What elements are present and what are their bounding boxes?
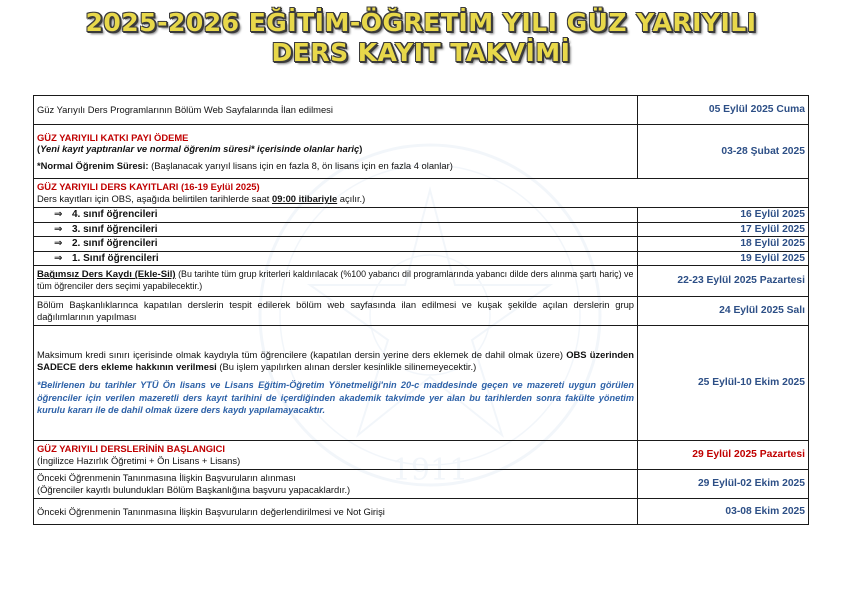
arrow-right-icon: ⇒ xyxy=(54,209,63,220)
date-cell: 25 Eylül-10 Ekim 2025 xyxy=(638,326,809,441)
class-group-cell: ⇒ 1. Sınıf öğrencileri xyxy=(34,251,638,266)
title-line-2: DERS KAYIT TAKVİMİ xyxy=(271,38,571,67)
date-cell: 18 Eylül 2025 xyxy=(638,237,809,252)
page-title xyxy=(0,8,842,68)
date-cell: 24 Eylül 2025 Salı xyxy=(638,297,809,326)
table-row xyxy=(34,499,809,525)
event-cell xyxy=(34,441,638,470)
date-cell: 22-23 Eylül 2025 Pazartesi xyxy=(638,266,809,297)
date-cell: 17 Eylül 2025 xyxy=(638,222,809,237)
event-heading: GÜZ YARIYILI DERSLERİNİN BAŞLANGICI xyxy=(37,443,226,455)
event-cell xyxy=(34,125,638,179)
event-cell: Güz Yarıyılı Ders Programlarının Bölüm Web Sayfalarında İlan edilmesi xyxy=(34,96,638,125)
event-subtitle: (Yeni kayıt yaptıranlar ve normal öğrenim süresi* içerisinde olanlar hariç) xyxy=(37,143,363,155)
table-row xyxy=(34,237,809,252)
event-description: Maksimum kredi sınırı içerisinde olmak kaydıyla tüm öğrencilere (kapatılan dersin yerine ders eklemek de dahil olmak üzere) OBS üzerinden SADECE ders ekleme hakkının verilmesi (Bu işlem yapılırken alınan dersler kesinlikle silinemeyecektir.) xyxy=(37,349,634,372)
table-row xyxy=(34,326,809,441)
table-row xyxy=(34,179,809,208)
date-cell: 29 Eylül 2025 Pazartesi xyxy=(638,441,809,470)
regulation-note: *Belirlenen bu tarihler YTÜ Ön lisans ve Lisans Eğitim-Öğretim Yönetmeliği'nin 20-c maddesinde geçen ve mazereti uygun görülen öğrenciler için verilen mazeretli ders kayıt tarihini de içerdiğinden akademik takvimde yer alan bu tarihlerden sonra fakülte yönetim kurulu kararı ile de dahil olmak üzere ders kaydı yapılamayacaktır. xyxy=(37,380,634,416)
event-cell: Bölüm Başkanlıklarınca kapatılan derslerin tespit edilerek bölüm web sayfasında ilan edilmesi ve kuşak şekilde açılan derslerin grup dağılımlarının yapılması xyxy=(34,297,638,326)
arrow-right-icon: ⇒ xyxy=(54,238,63,249)
date-cell: 19 Eylül 2025 xyxy=(638,251,809,266)
table-row xyxy=(34,208,809,223)
event-note: *Normal Öğrenim Süresi: (Başlanacak yarıyıl lisans için en fazla 8, ön lisans için en fazla 4 olanlar) xyxy=(37,159,453,171)
event-cell xyxy=(34,326,638,441)
event-description: Ders kayıtları için OBS, aşağıda belirtilen tarihlerde saat 09:00 itibariyle açılır.) xyxy=(37,193,366,204)
arrow-right-icon: ⇒ xyxy=(54,223,63,235)
table-row xyxy=(34,96,809,125)
table-row xyxy=(34,266,809,297)
event-heading: GÜZ YARIYILI DERS KAYITLARI (16-19 Eylül 2025) xyxy=(37,181,260,193)
table-row xyxy=(34,251,809,266)
arrow-right-icon: ⇒ xyxy=(54,252,63,264)
table-row xyxy=(34,470,809,499)
title-line-1: 2025-2026 EĞİTİM-ÖĞRETİM YILI GÜZ YARIYILI xyxy=(85,8,757,37)
class-group-cell: ⇒ 4. sınıf öğrencileri xyxy=(34,208,638,223)
date-cell: 05 Eylül 2025 Cuma xyxy=(638,96,809,125)
event-cell xyxy=(34,470,638,499)
table-row xyxy=(34,297,809,326)
table-row xyxy=(34,441,809,470)
table-row xyxy=(34,222,809,237)
event-cell: Önceki Öğrenmenin Tanınmasına İlişkin Başvuruların değerlendirilmesi ve Not Girişi xyxy=(34,499,638,525)
event-cell xyxy=(34,179,809,208)
event-description: (İngilizce Hazırlık Öğretimi + Ön Lisans + Lisans) xyxy=(37,455,241,466)
date-cell: 16 Eylül 2025 xyxy=(638,208,809,223)
event-description-2: (Öğrenciler kayıtlı bulundukları Bölüm Başkanlığına başvuru yapacaklardır.) xyxy=(37,484,351,495)
class-group-cell: ⇒ 2. sınıf öğrencileri xyxy=(34,237,638,252)
event-cell: Bağımsız Ders Kaydı (Ekle-Sil) (Bu tarihte tüm grup kriterleri kaldırılacak (%100 yabancı dil programlarında yabancı dilde ders alınma şartı hariç) ve tüm öğrenciler ders seçimi yapabilecektir.) xyxy=(34,266,638,297)
registration-calendar-table xyxy=(33,95,809,525)
date-cell: 03-28 Şubat 2025 xyxy=(638,125,809,179)
table-row xyxy=(34,125,809,179)
event-description: Önceki Öğrenmenin Tanınmasına İlişkin Başvuruların alınması xyxy=(37,472,296,484)
date-cell: 29 Eylül-02 Ekim 2025 xyxy=(638,470,809,499)
date-cell: 03-08 Ekim 2025 xyxy=(638,499,809,525)
class-group-cell: ⇒ 3. sınıf öğrencileri xyxy=(34,222,638,237)
event-heading: GÜZ YARIYILI KATKI PAYI ÖDEME xyxy=(37,131,189,143)
